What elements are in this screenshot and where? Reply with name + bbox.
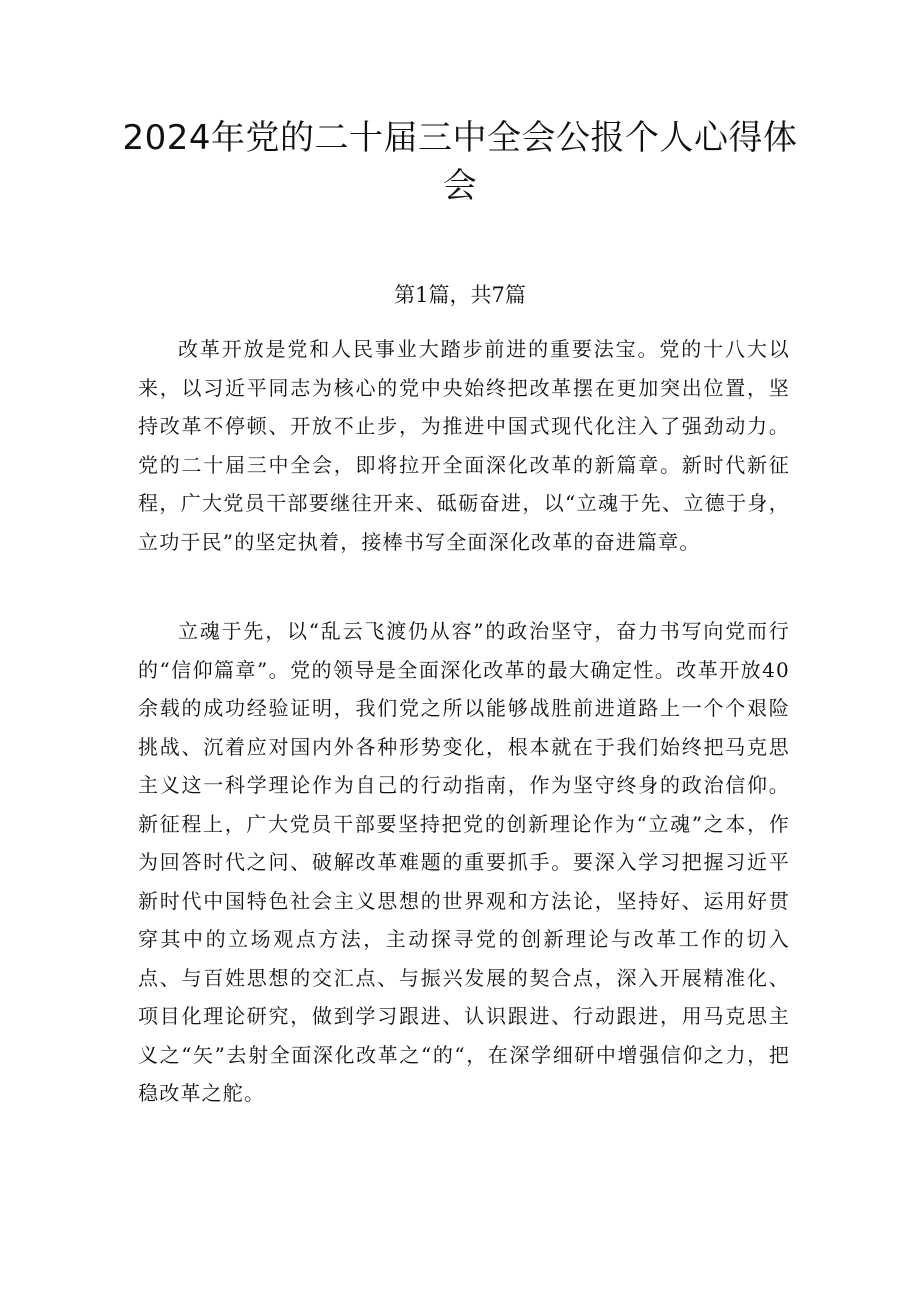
body-paragraph-1: 改革开放是党和人民事业大踏步前进的重要法宝。党的十八大以来，以习近平同志为核心的党中央始终把改革摆在更加突出位置，坚持改革不停顿、开放不止步，为推进中国式现代化注入了强劲动力。党的二十届三中全会，即将拉开全面深化改革的新篇章。新时代新征程，广大党员干部要继往开来、砥砺奋进，以“立魂于先、立德于身，立功于民”的坚定执着，接棒书写全面深化改革的奋进篇章。 <box>138 337 790 554</box>
body-paragraph-2: 立魂于先，以“乱云飞渡仍从容”的政治坚守，奋力书写向党而行的“信仰篇章”。党的领导是全面深化改革的最大确定性。改革开放40余载的成功经验证明，我们党之所以能够战胜前进道路上一个个艰险挑战、沉着应对国内外各种形势变化，根本就在于我们始终把马克思主义这一科学理论作为自己的行动指南，作为坚守终身的政治信仰。新征程上，广大党员干部要坚持把党的创新理论作为“立魂”之本，作为回答时代之问、破解改革难题的重要抓手。要深入学习把握习近平新时代中国特色社会主义思想的世界观和方法论，坚持好、运用好贯穿其中的立场观点方法，主动探寻党的创新理论与改革工作的切入点、与百姓思想的交汇点、与振兴发展的契合点，深入开展精准化、项目化理论研究，做到学习跟进、认识跟进、行动跟进，用马克思主义之“矢”去射全面深化改革之“的“，在深学细研中增强信仰之力，把稳改革之舵。 <box>138 619 790 1105</box>
document-title: 2024年党的二十届三中全会公报个人心得体会 <box>122 118 798 206</box>
part-heading: 第1篇，共7篇 <box>394 283 526 307</box>
